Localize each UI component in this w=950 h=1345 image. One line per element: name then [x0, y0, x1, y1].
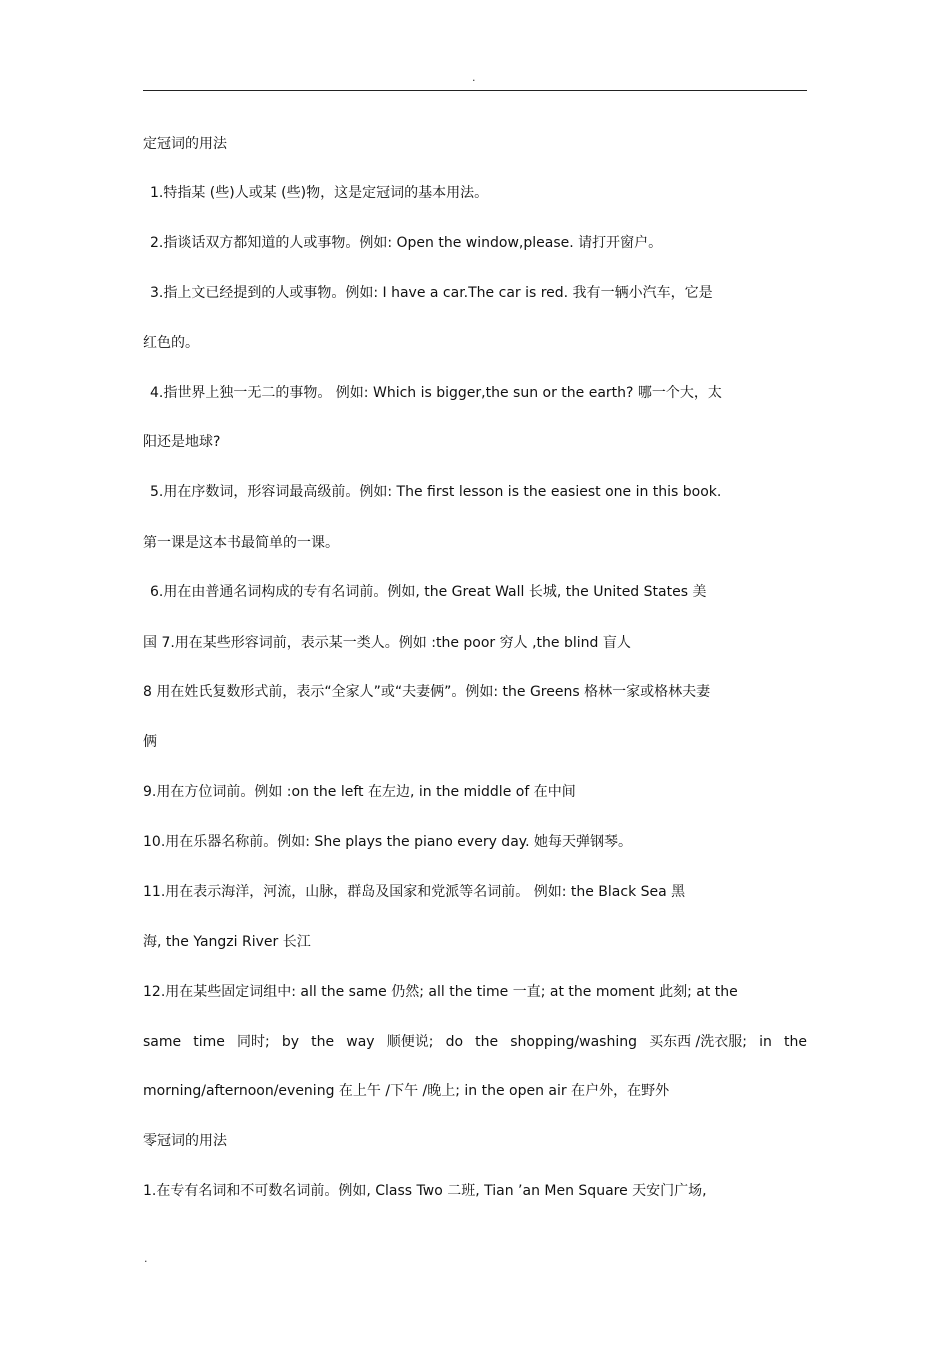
rule-10-text: 10.用在乐器名称前。例如: She plays the piano every day. 她每天弹钢琴。: [143, 834, 632, 850]
word: the: [784, 1034, 807, 1050]
rule-8-text: 8 用在姓氏复数形式前，表示“全家人”或“夫妻俩”。例如: the Greens 格林一家或格林夫妻: [143, 684, 711, 700]
section-title-definite-article: 定冠词的用法: [143, 136, 227, 152]
rule-9-text: 9.用在方位词前。例如 :on the left 在左边, in the middle of 在中间: [143, 784, 576, 800]
word: by: [281, 1034, 300, 1050]
word: the: [475, 1034, 499, 1050]
word: same: [143, 1034, 182, 1050]
word: do: [445, 1034, 464, 1050]
word: 顺便说;: [386, 1034, 434, 1050]
zero-rule-1-text: 1.在专有名词和不可数名词前。例如, Class Two 二班, Tian ’an Men Square 天安门广场,: [143, 1183, 707, 1199]
word: shopping/washing: [510, 1034, 637, 1050]
rule-12-continuation: [143, 1031, 807, 1053]
rule-3-text: 3.指上文已经提到的人或事物。例如: I have a car.The car is red. 我有一辆小汽车，它是: [150, 285, 713, 301]
rule-11-text: 11.用在表示海洋，河流，山脉，群岛及国家和党派等名词前。 例如: the Black Sea 黑: [143, 884, 686, 900]
word: 同时;: [237, 1034, 270, 1050]
word: time: [193, 1034, 225, 1050]
rule-2-text: 2.指谈话双方都知道的人或事物。例如: Open the window,please. 请打开窗户。: [150, 235, 663, 251]
rule-6-text: 6.用在由普通名词构成的专有名词前。例如, the Great Wall 长城, the United States 美: [150, 584, 707, 600]
header-rule: [143, 90, 807, 91]
rule-12-continuation-2: morning/afternoon/evening 在上午 /下午 /晚上; in the open air 在户外，在野外: [143, 1083, 670, 1099]
rule-5-text: 5.用在序数词，形容词最高级前。例如: The first lesson is the easiest one in this book.: [150, 484, 722, 500]
rule-4-continuation: 阳还是地球?: [143, 434, 221, 450]
section-title-zero-article: 零冠词的用法: [143, 1133, 227, 1149]
rule-6-7-text: 国 7.用在某些形容词前，表示某一类人。例如 :the poor 穷人 ,the blind 盲人: [143, 635, 631, 651]
rule-1-text: 1.特指某 (些)人或某 (些)物，这是定冠词的基本用法。: [150, 185, 489, 201]
rule-4-text: 4.指世界上独一无二的事物。 例如: Which is bigger,the sun or the earth? 哪一个大，太: [150, 385, 722, 401]
word: in: [759, 1034, 772, 1050]
word: way: [346, 1034, 375, 1050]
rule-5-continuation: 第一课是这本书最简单的一课。: [143, 535, 339, 551]
header-mark: .: [472, 71, 476, 84]
footer-mark: .: [144, 1252, 148, 1265]
rule-8-continuation: 俩: [143, 734, 157, 750]
word: the: [311, 1034, 335, 1050]
word: 买东西 /洗衣服;: [649, 1034, 747, 1050]
rule-11-continuation: 海, the Yangzi River 长江: [143, 934, 311, 950]
rule-12-text: 12.用在某些固定词组中: all the same 仍然; all the time 一直; at the moment 此刻; at the: [143, 984, 738, 1000]
rule-3-continuation: 红色的。: [143, 335, 199, 351]
